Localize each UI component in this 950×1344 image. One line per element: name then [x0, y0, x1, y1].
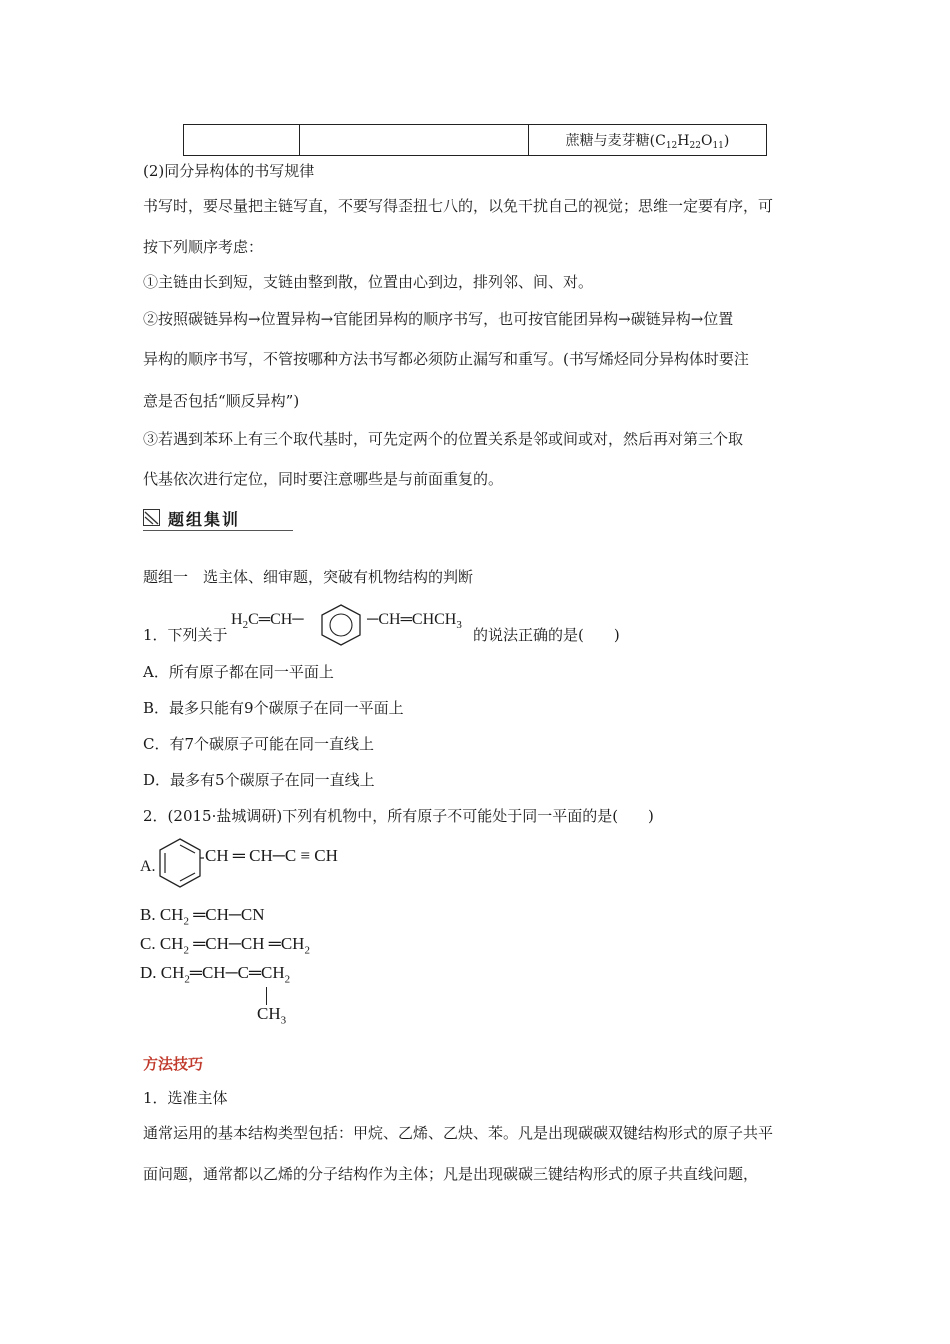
- q1-prefix: 1．下列关于: [143, 626, 228, 644]
- q2-option-b: B. $CH_2$ ═CH─CN: [140, 905, 265, 928]
- q2-option-a-chain: CH ═ CH─C ≡ CH: [205, 846, 338, 865]
- method-subtitle: 1．选准主体: [143, 1089, 228, 1107]
- paragraph-line: 按下列顺序考虑：: [143, 238, 264, 256]
- paragraph-line: 代基依次进行定位，同时要注意哪些是与前面重复的。: [143, 470, 504, 488]
- table-cell: 蔗糖与麦芽糖$(C_{12}H_{22}O_{11})$: [529, 125, 767, 156]
- method-title: 方法技巧: [143, 1055, 204, 1073]
- table-cell: [300, 125, 529, 156]
- section-underline: [143, 530, 293, 531]
- q1-option-c: C．有7个碳原子可能在同一直线上: [143, 735, 375, 753]
- method-paragraph: 面问题，通常都以乙烯的分子结构作为主体；凡是出现碳碳三键结构形式的原子共直线问题，: [143, 1165, 759, 1183]
- q1-option-d: D．最多有5个碳原子在同一直线上: [143, 771, 375, 789]
- paragraph-line: ②按照碳链异构→位置异构→官能团异构的顺序书写，也可按官能团异构→碳链异构→位置: [143, 310, 734, 328]
- formula-table: [183, 124, 767, 156]
- benzene-ring-icon: [156, 836, 204, 890]
- q2-option-d-branch: $CH_3$: [257, 1004, 287, 1027]
- q2-option-d: D. $CH_2═CH─C═CH_2$: [140, 963, 291, 986]
- paragraph-line: 意是否包括“顺反异构”): [143, 392, 300, 410]
- d-branch-bond: [266, 987, 267, 1005]
- q1-formula-right: $─CH═CHCH_3$: [367, 611, 462, 632]
- paragraph-line: ①主链由长到短，支链由整到散，位置由心到边，排列邻、间、对。: [143, 273, 594, 291]
- benzene-ring-icon: [316, 603, 366, 647]
- q1-option-b: B．最多只能有9个碳原子在同一平面上: [143, 699, 404, 717]
- table-cell: [184, 125, 300, 156]
- paragraph-line: 异构的顺序书写，不管按哪种方法书写都必须防止漏写和重写。(书写烯烃同分异构体时要注: [143, 350, 749, 368]
- q1-suffix: 的说法正确的是( ): [473, 626, 620, 644]
- method-paragraph: 通常运用的基本结构类型包括：甲烷、乙烯、乙炔、苯。凡是出现碳碳双键结构形式的原子共平: [143, 1124, 774, 1142]
- group-title: 题组一 选主体、细审题，突破有机物结构的判断: [143, 568, 474, 586]
- section-mark-icon: [143, 509, 160, 526]
- paragraph-line: 书写时，要尽量把主链写直，不要写得歪扭七八的，以免干扰自己的视觉；思维一定要有序，可: [143, 197, 774, 215]
- section-title: 题组集训: [168, 510, 241, 529]
- paragraph-heading: (2)同分异构体的书写规律: [143, 162, 315, 180]
- q1-option-a: A．所有原子都在同一平面上: [143, 663, 334, 681]
- q1-formula-left: $H_2C═CH─$: [231, 611, 304, 632]
- q2-option-a-label: A.: [140, 858, 156, 875]
- paragraph-line: ③若遇到苯环上有三个取代基时，可先定两个的位置关系是邻或间或对，然后再对第三个取: [143, 430, 744, 448]
- q2-option-c: C. $CH_2$ ═CH─CH $═CH_2$: [140, 934, 310, 957]
- q2-stem: 2．(2015·盐城调研)下列有机物中，所有原子不可能处于同一平面的是( ): [143, 807, 654, 825]
